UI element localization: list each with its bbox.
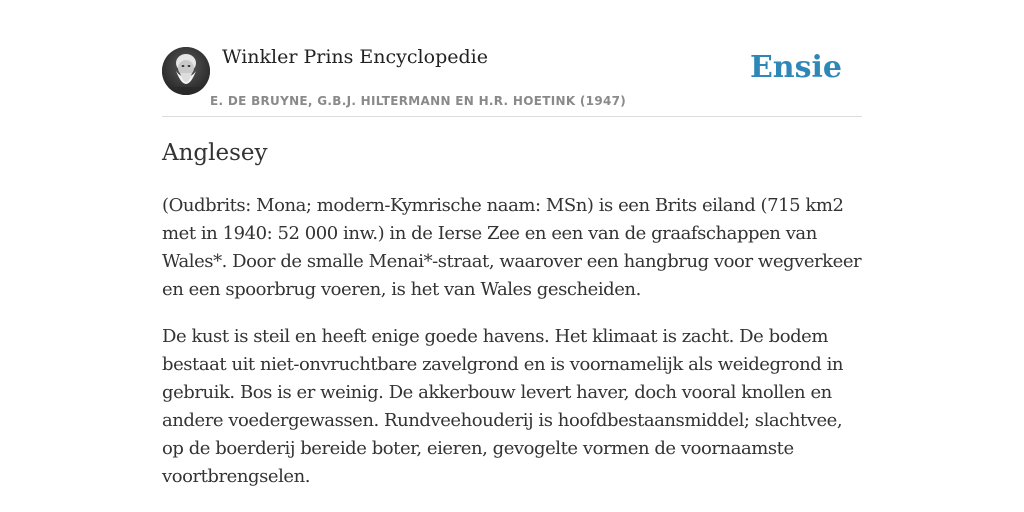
- ensie-logo-link[interactable]: Ensie: [749, 50, 842, 85]
- article-paragraph: (Oudbrits: Mona; modern-Kymrische naam: MSn) is een Brits eiland (715 km2 met in 1940: 52 000 inw.) in de Ierse Zee en een van de graafschappen van Wales*. Door de smalle Menai*-straat, waarover een hangbrug voor wegverkeer en een spoorbrug voeren, is het van Wales gescheiden.: [162, 195, 862, 300]
- source-title[interactable]: Winkler Prins Encyclopedie: [222, 46, 488, 68]
- source-authors: E. DE BRUYNE, G.B.J. HILTERMANN EN H.R. HOETINK (1947): [210, 94, 627, 108]
- article-paragraph: De kust is steil en heeft enige goede havens. Het klimaat is zacht. De bodem bestaat uit niet-onvruchtbare zavelgrond en is voornamelijk als weidegrond in gebruik. Bos is er weinig. De akkerbouw levert haver, doch vooral knollen en andere voedergewassen. Rundveehouderij is hoofdbestaansmiddel; slachtvee, op de boerderij bereide boter, eieren, gevogelte vormen de voornaamste voortbrengselen.: [162, 326, 844, 487]
- article-title: Anglesey: [162, 140, 268, 166]
- source-header: [162, 0, 862, 117]
- article-body: [162, 192, 862, 510]
- author-avatar[interactable]: [162, 47, 210, 95]
- page-container: [162, 0, 862, 487]
- bearded-man-portrait-icon: [162, 47, 210, 95]
